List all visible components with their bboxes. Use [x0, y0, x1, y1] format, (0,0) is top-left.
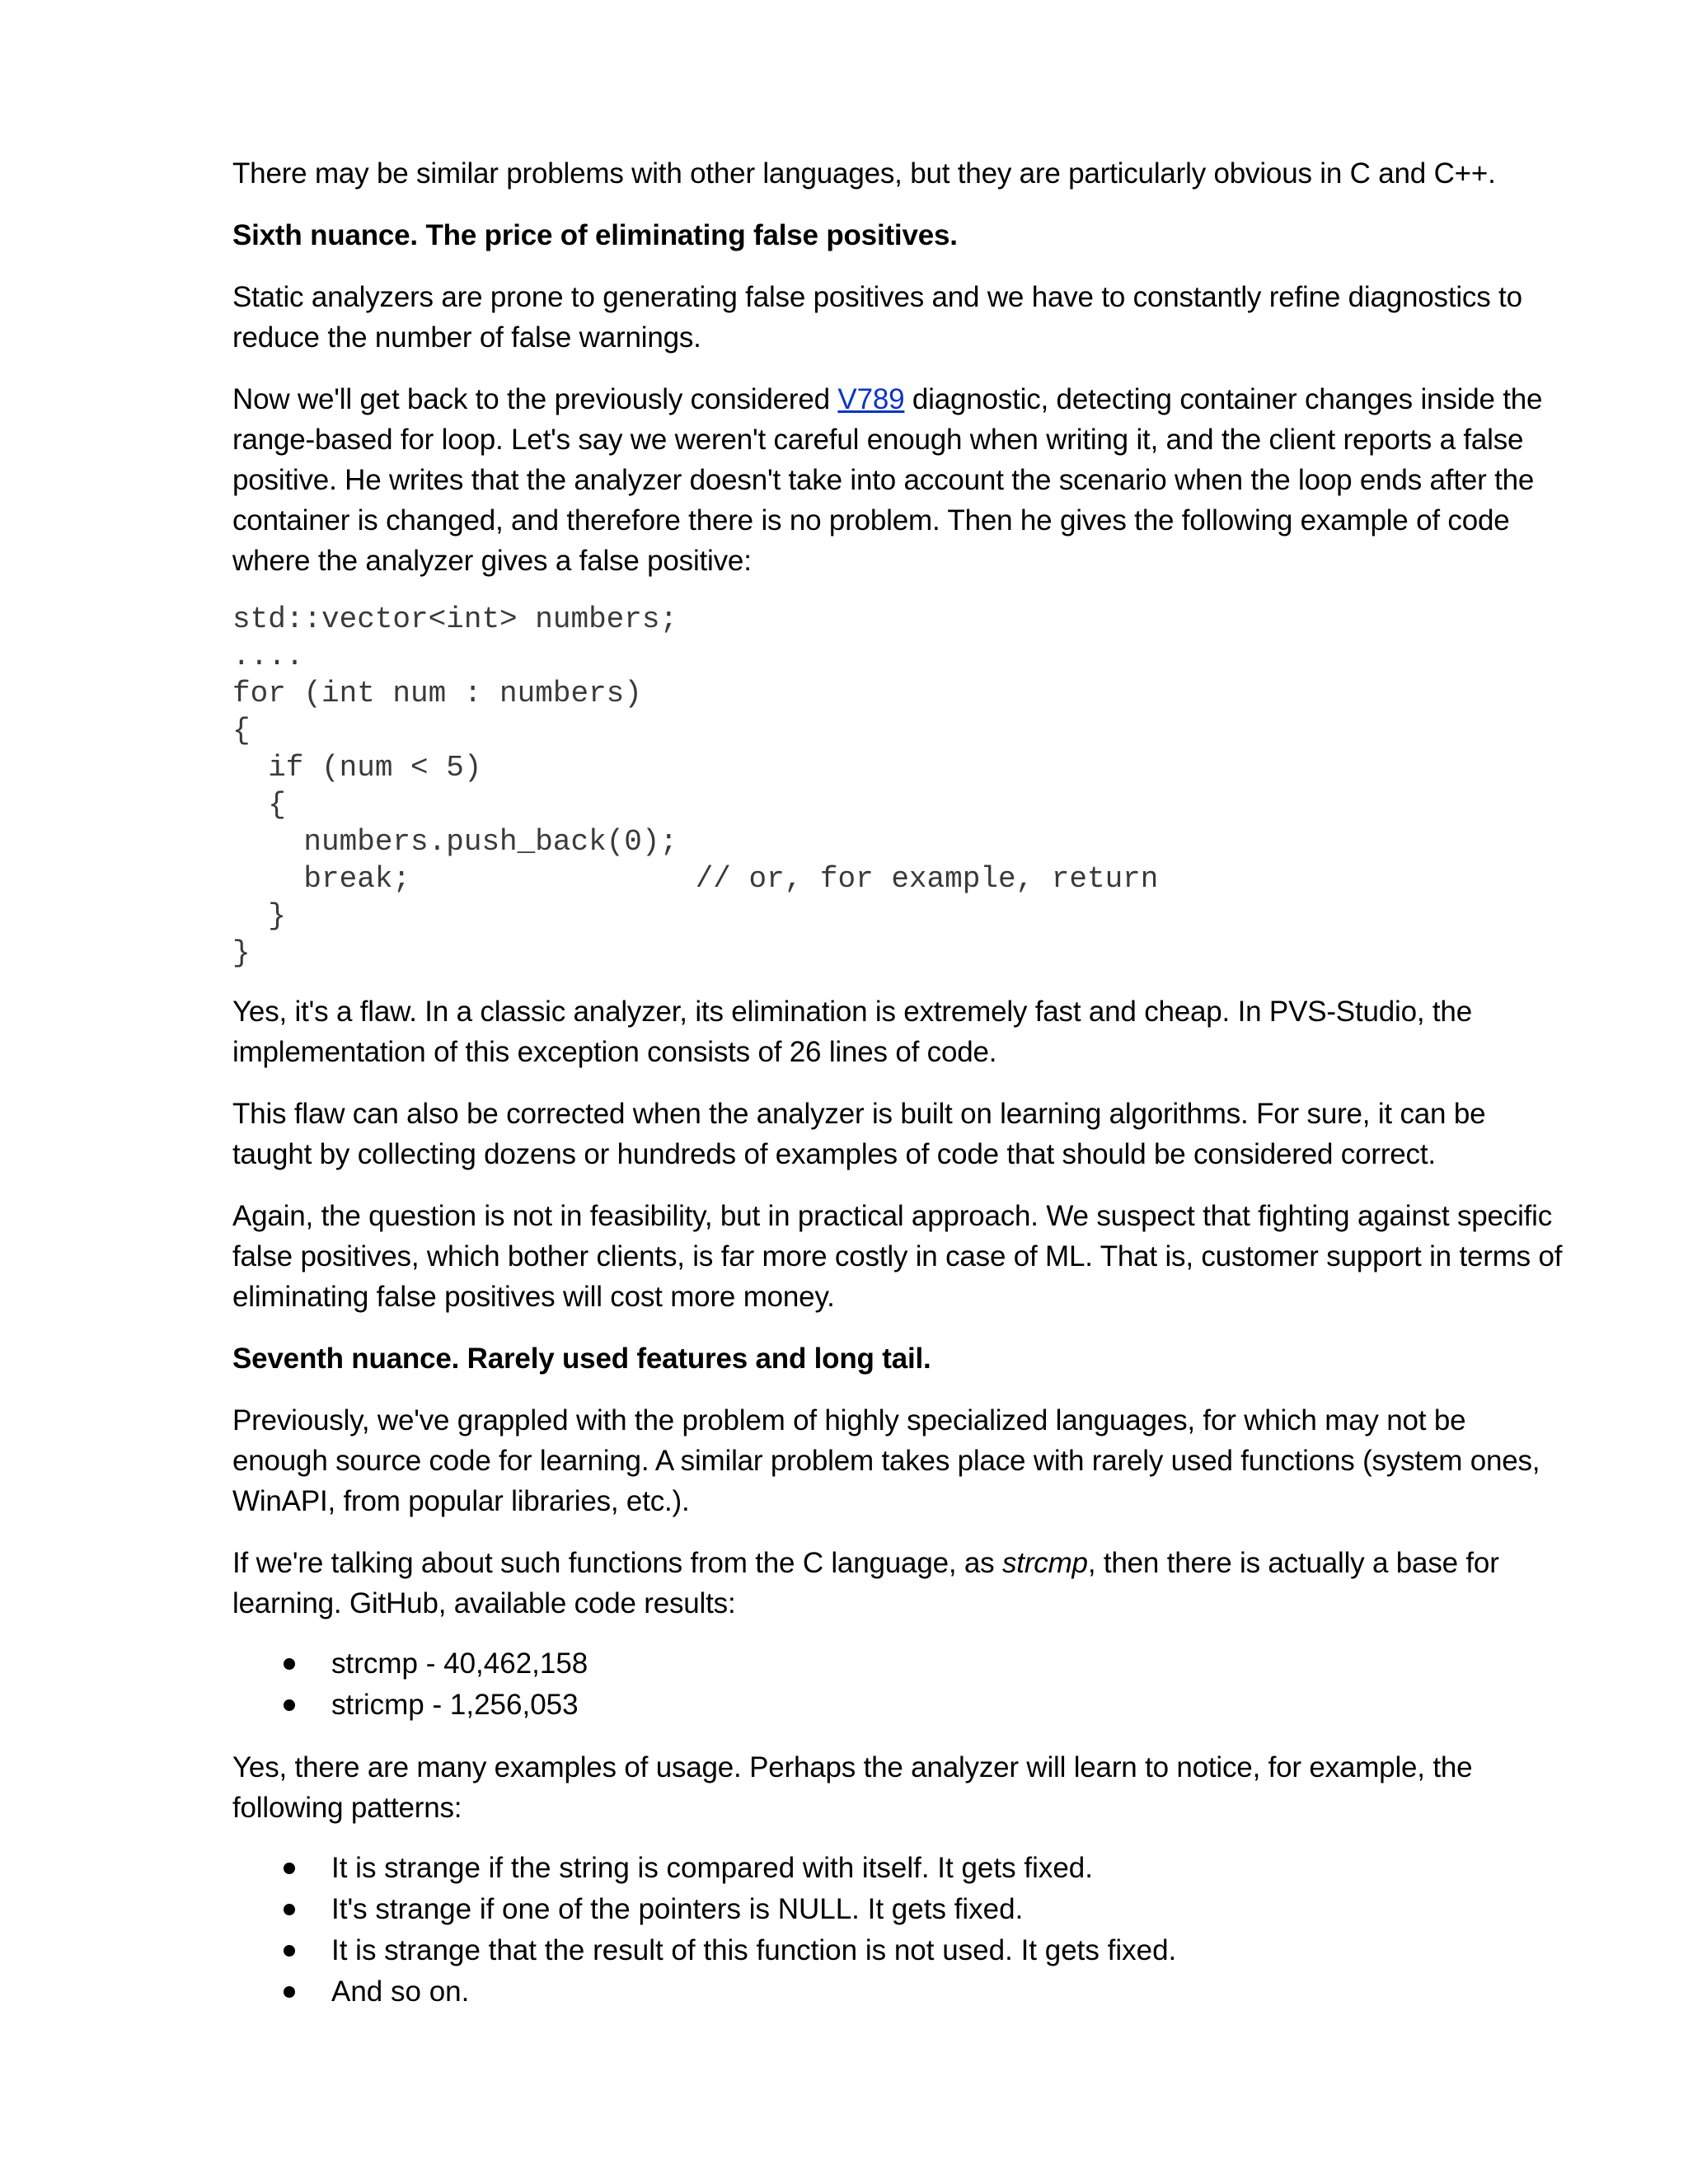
paragraph-strcmp — [232, 1543, 1568, 1624]
document-page — [232, 153, 1568, 2034]
paragraph-specialized-languages: Previously, we've grappled with the problem of highly specialized languages, for which may not be enough source code for learning. A similar problem takes place with rarely used functions (system ones, WinAPI, from popular libraries, etc.). — [232, 1404, 1540, 1517]
v789-text-before: Now we'll get back to the previously considered — [232, 383, 838, 415]
v789-text-after: diagnostic, detecting container changes inside the range-based for loop. Let's say we weren't careful enough when writing it, and the client reports a false positive. He writes that the analyzer doesn't take into account the scenario when the loop ends after the container is changed, and therefore there is no problem. Then he gives the following example of code where the analyzer gives a false positive: — [232, 383, 1543, 577]
list-item — [232, 1930, 1568, 1971]
v789-link[interactable]: V789 — [837, 383, 905, 415]
paragraph-flaw: Yes, it's a flaw. In a classic analyzer, its elimination is extremely fast and cheap. In PVS-Studio, the implementation of this exception consists of 26 lines of code. — [232, 996, 1472, 1068]
list-item-text: strcmp - 40,462,158 — [331, 1647, 588, 1680]
list-item-text: It is strange that the result of this function is not used. It gets fixed. — [331, 1934, 1177, 1966]
heading-sixth-nuance: Sixth nuance. The price of eliminating false positives. — [232, 219, 958, 251]
paragraph-languages: There may be similar problems with other languages, but they are particularly obvious in C and C++. — [232, 157, 1496, 190]
bullet-icon — [284, 1863, 295, 1874]
paragraph-v789 — [232, 379, 1568, 581]
list-item-text: It is strange if the string is compared with itself. It gets fixed. — [331, 1852, 1093, 1884]
paragraph-false-positives: Static analyzers are prone to generating false positives and we have to constantly refine diagnostics to reduce the number of false warnings. — [232, 281, 1522, 354]
list-item — [232, 1643, 1568, 1685]
list-item — [232, 1685, 1568, 1726]
patterns-list — [232, 1848, 1568, 2013]
paragraph-patterns: Yes, there are many examples of usage. Perhaps the analyzer will learn to notice, for example, the following patterns: — [232, 1751, 1473, 1824]
list-item — [232, 1889, 1568, 1930]
bullet-icon — [284, 1699, 295, 1711]
list-item — [232, 1971, 1568, 2013]
bullet-icon — [284, 1658, 295, 1670]
list-item — [232, 1848, 1568, 1889]
bullet-icon — [284, 1986, 295, 1998]
list-item-text: stricmp - 1,256,053 — [331, 1689, 579, 1721]
code-example: std::vector<int> numbers; .... for (int num : numbers) { if (num < 5) { numbers.push_back(0); break; // or, for example, return } } — [232, 602, 1159, 970]
bullet-icon — [284, 1904, 295, 1915]
paragraph-practical-approach: Again, the question is not in feasibility, but in practical approach. We suspect that fighting against specific false positives, which bother clients, is far more costly in case of ML. That is, customer support in terms of eliminating false positives will cost more money. — [232, 1200, 1563, 1313]
paragraph-learning-algorithms: This flaw can also be corrected when the analyzer is built on learning algorithms. For sure, it can be taught by collecting dozens or hundreds of examples of code that should be considered correct. — [232, 1098, 1486, 1170]
strcmp-italic: strcmp — [1002, 1547, 1088, 1579]
list-item-text: It's strange if one of the pointers is NULL. It gets fixed. — [331, 1893, 1024, 1925]
strcmp-text-after: , then there is actually a base for learning. GitHub, available code results: — [232, 1547, 1499, 1619]
list-item-text: And so on. — [331, 1975, 470, 2008]
heading-seventh-nuance: Seventh nuance. Rarely used features and long tail. — [232, 1343, 931, 1375]
strcmp-text-before: If we're talking about such functions from the C language, as — [232, 1547, 1002, 1579]
bullet-icon — [284, 1945, 295, 1957]
github-results-list — [232, 1643, 1568, 1726]
